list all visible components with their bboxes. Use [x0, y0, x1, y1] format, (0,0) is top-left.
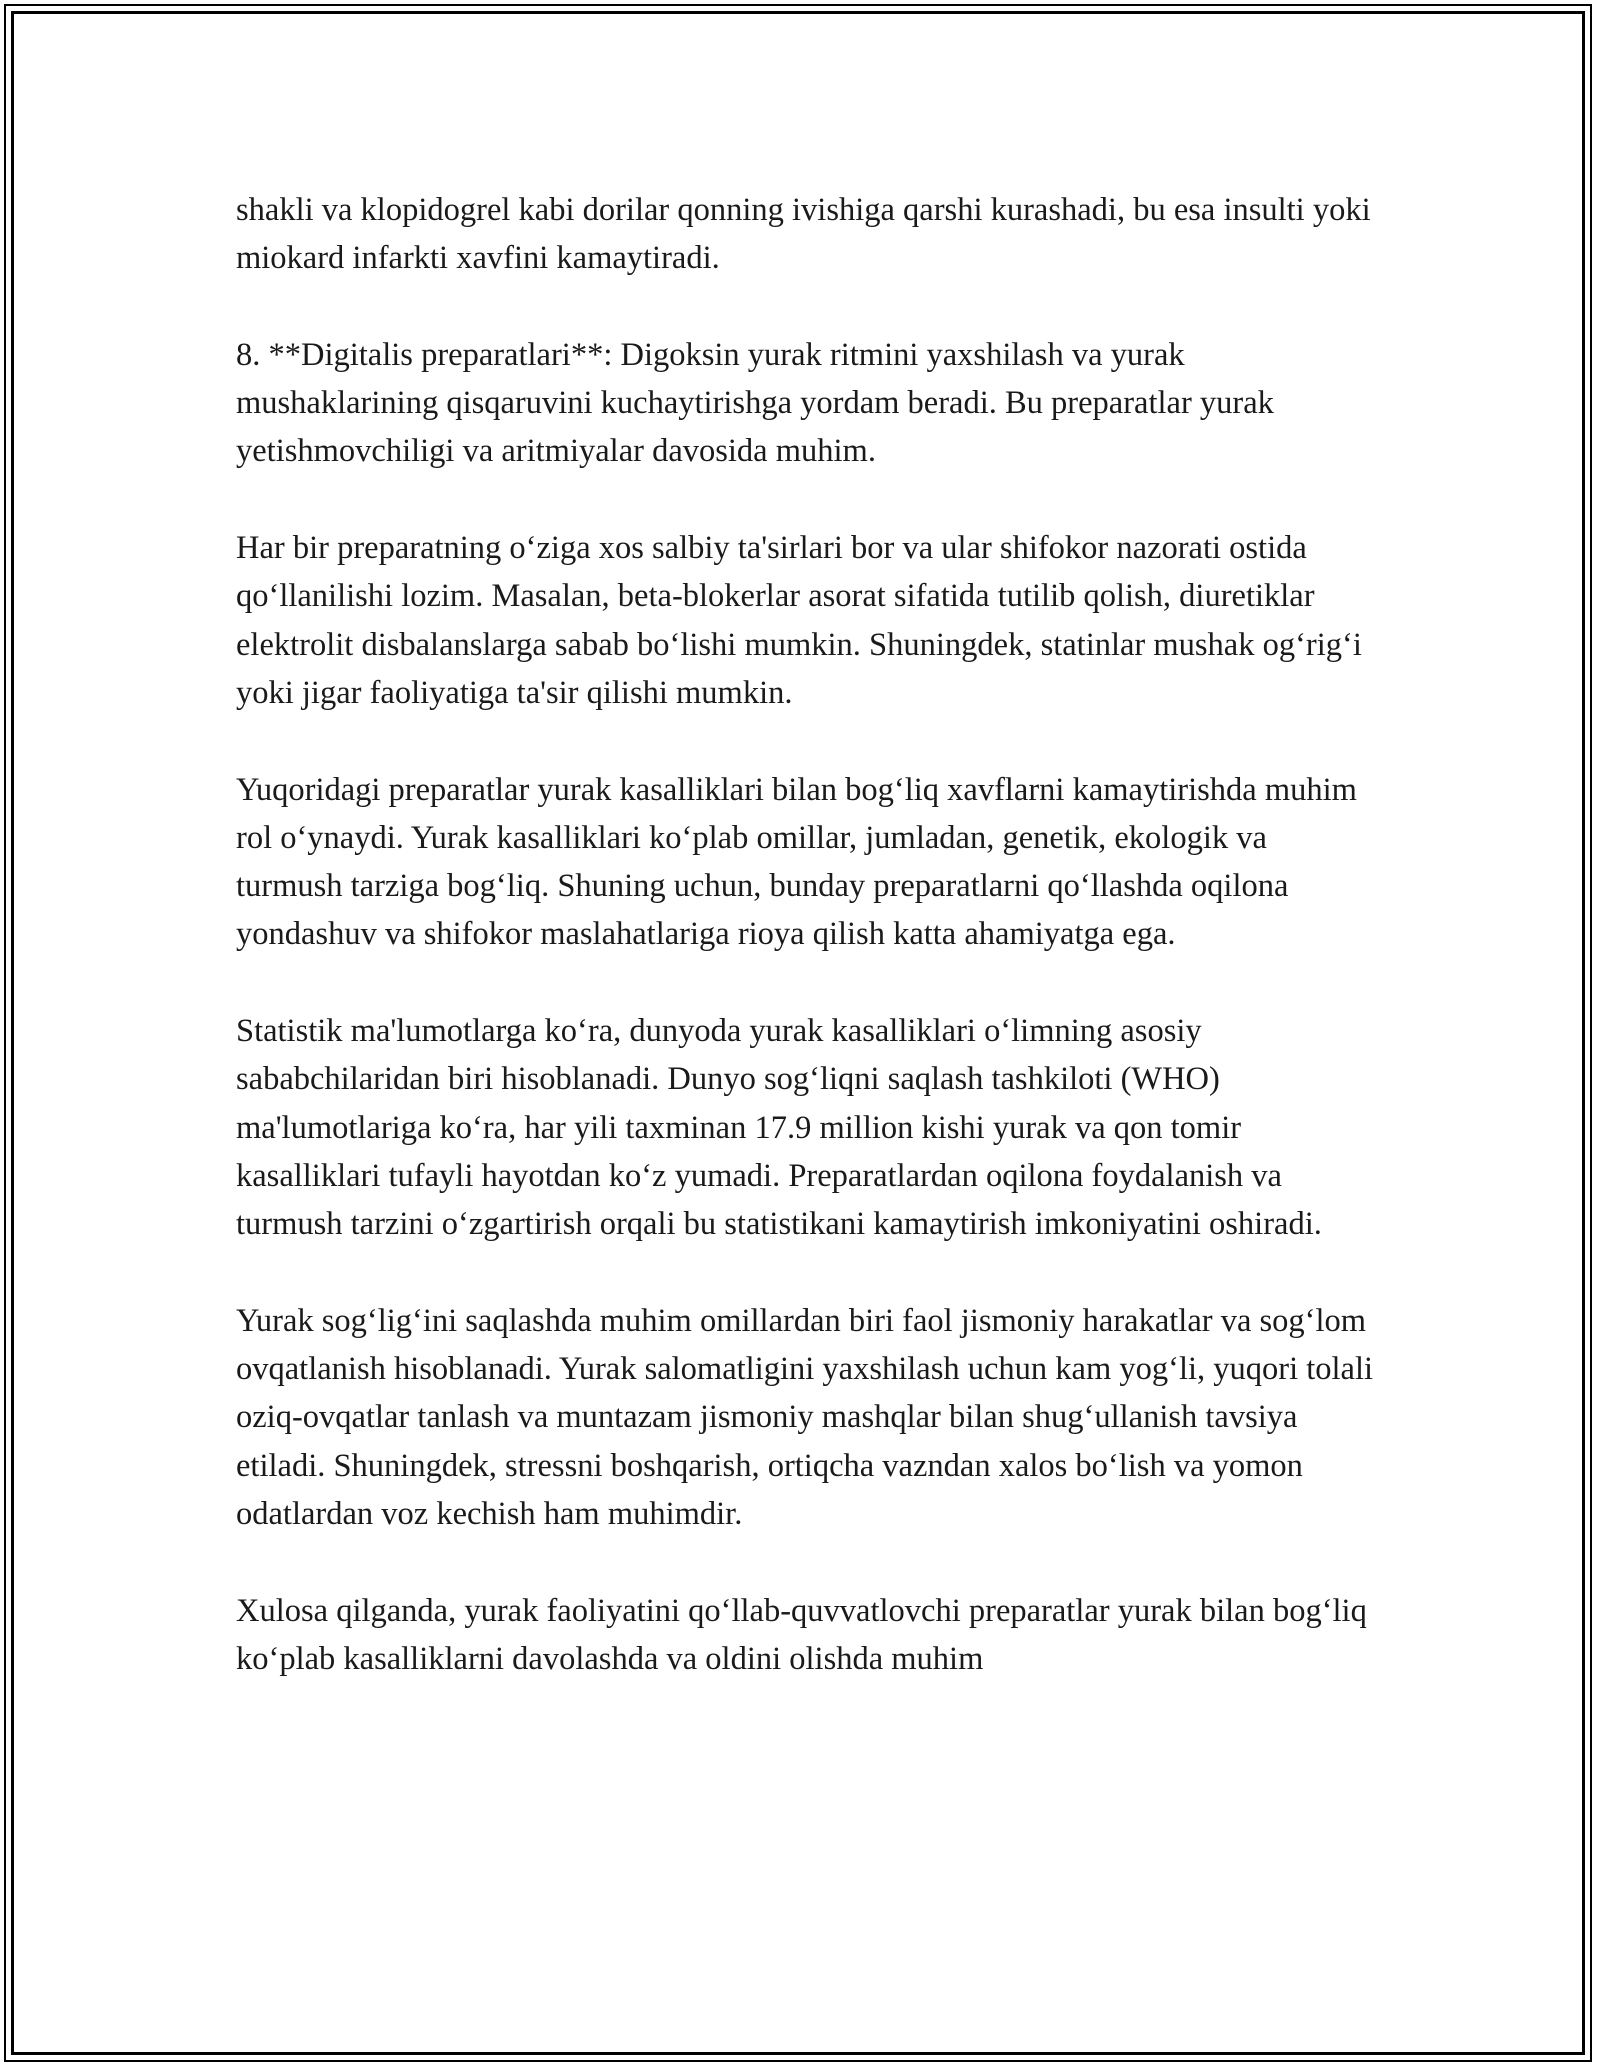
document-body [236, 186, 1376, 1683]
paragraph-digitalis: 8. **Digitalis preparatlari**: Digoksin yurak ritmini yaxshilash va yurak mushaklarining qisqaruvini kuchaytirishga yordam beradi. Bu preparatlar yurak yetishmovchiligi va aritmiyalar davosida muhim. [236, 336, 1274, 470]
paragraph-conclusion: Xulosa qilganda, yurak faoliyatini qo‘llab-quvvatlovchi preparatlar yurak bilan bog‘liq ko‘plab kasalliklarni davolashda va oldini olishda muhim [236, 1592, 1367, 1677]
paragraph-risk-factors: Yuqoridagi preparatlar yurak kasalliklari bilan bog‘liq xavflarni kamaytirishda muhim rol o‘ynaydi. Yurak kasalliklari ko‘plab omillar, jumladan, genetik, ekologik va turmush tarziga bog‘liq. Shuning uchun, bunday preparatlarni qo‘llashda oqilona yondashuv va shifokor maslahatlariga rioya qilish katta ahamiyatga ega. [236, 771, 1357, 953]
paragraph-side-effects: Har bir preparatning o‘ziga xos salbiy ta'sirlari bor va ular shifokor nazorati ostida qo‘llanilishi lozim. Masalan, beta-blokerlar asorat sifatida tutilib qolish, diuretiklar elektrolit disbalanslarga sabab bo‘lishi mumkin. Shuningdek, statinlar mushak og‘rig‘i yoki jigar faoliyatiga ta'sir qilishi mumkin. [236, 530, 1362, 711]
paragraph-statistics: Statistik ma'lumotlarga ko‘ra, dunyoda yurak kasalliklari o‘limning asosiy sababchilaridan biri hisoblanadi. Dunyo sog‘liqni saqlash tashkiloti (WHO) ma'lumotlariga ko‘ra, har yili taxminan 17.9 million kishi yurak va qon tomir kasalliklari tufayli hayotdan ko‘z yumadi. Preparatlardan oqilona foydalanish va turmush tarzini o‘zgartirish orqali bu statistikani kamaytirish imkoniyatini oshiradi. [236, 1013, 1322, 1243]
paragraph-lifestyle: Yurak sog‘lig‘ini saqlashda muhim omillardan biri faol jismoniy harakatlar va sog‘lom ovqatlanish hisoblanadi. Yurak salomatligini yaxshilash uchun kam yog‘li, yuqori tolali oziq-ovqatlar tanlash va muntazam jismoniy mashqlar bilan shug‘ullanish tavsiya etiladi. Shuningdek, stressni boshqarish, ortiqcha vazndan xalos bo‘lish va yomon odatlardan voz kechish ham muhimdir. [236, 1302, 1374, 1533]
paragraph-continuation: shakli va klopidogrel kabi dorilar qonning ivishiga qarshi kurashadi, bu esa insulti yoki miokard infarkti xavfini kamaytiradi. [236, 192, 1371, 277]
